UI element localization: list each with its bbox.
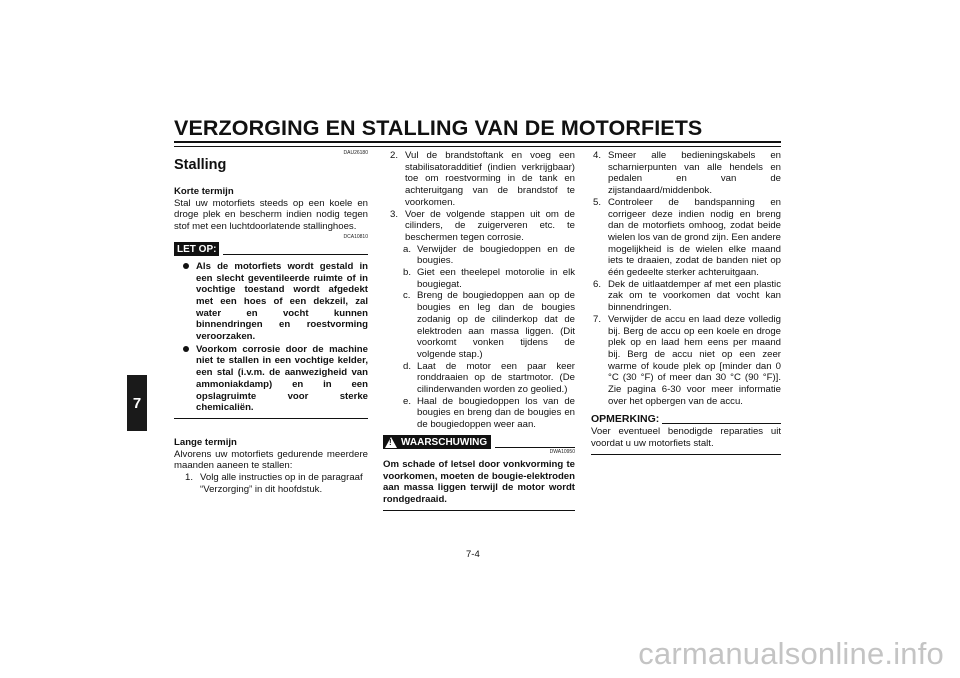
long-term-text: Alvorens uw motorfiets gedurende meerdere maanden aaneen te stallen: — [174, 448, 368, 472]
caution-item — [174, 261, 368, 343]
step-text: Verwijder de accu en laad deze volledig bij. Berg de accu op een koele en droge plek op en laad hem eens per maand bij. Berg de accu niet op een zeer warme of koude plek op [minder dan 0 °C (30 °F) of meer dan 30 °C (90 °F)]. Zie pagina 6-30 voor meer informatie over het opbergen van de accu. — [608, 313, 781, 407]
note-rule — [662, 423, 781, 424]
caution-code: DCA10810 — [343, 233, 368, 240]
substep-text: Laat de motor een paar keer ronddraaien op de startmotor. (De cilinderwanden worden zo geolied.) — [417, 360, 575, 396]
column-2 — [383, 150, 575, 511]
warning-label-text: WAARSCHUWING — [401, 436, 488, 448]
substep-e — [383, 396, 575, 431]
warning-end-rule — [383, 510, 575, 511]
header-rule-thick — [174, 141, 781, 143]
caution-rule — [223, 254, 368, 255]
step-3 — [383, 209, 575, 244]
section-title: Stalling — [174, 157, 227, 173]
substep-letter: d. — [403, 360, 412, 372]
step-5 — [591, 197, 781, 279]
step-text: Controleer de bandspanning en corrigeer deze indien nodig en breng dan de motorfiets omhoog, zodat beide wielen los van de grond zijn. Een andere mogelijkheid is de wielen elke maand iets te draaien, zodat de banden niet op één gedeelte sterker achteruitgaan. — [608, 196, 781, 279]
note-header — [591, 414, 781, 426]
short-term-heading: Korte termijn — [174, 186, 234, 197]
caution-list — [174, 261, 368, 414]
step-4 — [591, 150, 781, 197]
step-text: Volg alle instructies op in de paragraaf “Verzorging” in dit hoofdstuk. — [200, 472, 363, 495]
note-end-rule — [591, 454, 781, 455]
step-2 — [383, 150, 575, 209]
caution-item-text: Voorkom corrosie door de machine niet te stallen in een vochtige kelder, een stal (i.v.m. de aanwezigheid van ammoniakdamp) en in een opslagruimte voor sterke chemicaliën. — [196, 343, 368, 414]
substep-letter: e. — [403, 395, 412, 407]
step-text: Voer de volgende stappen uit om de cilinders, de zuigerveren etc. te beschermen tegen corrosie. — [405, 208, 575, 243]
page-number: 7-4 — [466, 549, 480, 560]
warning-header — [383, 435, 575, 449]
substep-a — [383, 244, 575, 267]
short-term-text: Stal uw motorfiets steeds op een koele en droge plek en bescherm indien nodig tegen stof met een luchtdoorlatende stallinghoes. — [174, 197, 368, 233]
substep-letter: b. — [403, 267, 412, 279]
bullet-icon — [174, 344, 188, 414]
caution-item — [174, 344, 368, 414]
step-number: 5. — [593, 196, 602, 208]
substep-text: Breng de bougiedoppen aan op de bougies en leg dan de bougies zodanig op de cilinderkop dat de elektroden aan massa liggen. (Dit voorkomt vonken tijdens de volgende stap.) — [417, 290, 575, 360]
page-header-title: VERZORGING EN STALLING VAN DE MOTORFIETS — [174, 116, 703, 140]
bullet-icon — [174, 261, 188, 343]
caution-header — [174, 242, 368, 256]
substep-text: Giet een theelepel motorolie in elk bougiegat. — [417, 267, 575, 290]
warning-rule — [495, 447, 575, 448]
chapter-tab: 7 — [127, 375, 147, 431]
substep-letter: a. — [403, 243, 412, 255]
watermark: carmanualsonline.info — [638, 636, 944, 671]
substep-b — [383, 267, 575, 290]
caution-item-text: Als de motorfiets wordt gestald in een slecht geventileerde ruimte of in vochtige toestand wordt afgedekt met een hoes of een dekzeil, zal water en vocht kunnen binnendringen en roestvorming veroorzaken. — [196, 260, 368, 343]
long-term-heading: Lange termijn — [174, 436, 237, 448]
step-text: Vul de brandstoftank en voeg een stabilisatoradditief (indien verkrijgbaar) toe om roestvorming in de tank en achteruitgang van de brandstof te voorkomen. — [405, 150, 575, 208]
step-7 — [591, 314, 781, 408]
substep-text: Verwijder de bougiedoppen en de bougies. — [417, 243, 575, 267]
column-3 — [591, 150, 781, 455]
substep-letter: c. — [403, 290, 411, 302]
step-number: 4. — [593, 150, 602, 161]
step-number: 2. — [390, 150, 399, 161]
section-code: DAU26180 — [343, 150, 368, 156]
step-text: Dek de uitlaatdemper af met een plastic zak om te voorkomen dat vocht kan binnendringen. — [608, 278, 781, 314]
step-1 — [174, 472, 368, 495]
warning-triangle-icon: ! — [385, 437, 397, 448]
step-6 — [591, 279, 781, 314]
warning-label — [383, 435, 491, 449]
warning-text: Om schade of letsel door vonkvorming te voorkomen, moeten de bougie-elektroden aan massa liggen terwijl de motor wordt rondgedraaid. — [383, 458, 575, 505]
note-label: OPMERKING: — [591, 413, 660, 426]
note-text: Voer eventueel benodigde reparaties uit voordat u uw motorfiets stalt. — [591, 426, 781, 449]
step-number: 1. — [185, 472, 194, 484]
substep-c — [383, 290, 575, 360]
step-number: 3. — [390, 208, 399, 220]
substep-text: Haal de bougiedoppen los van de bougies en breng dan de bougies en de bougiedoppen weer aan. — [417, 395, 575, 431]
column-1 — [174, 150, 368, 495]
warning-code: DWA10950 — [549, 448, 575, 455]
step-number: 7. — [593, 313, 602, 325]
step-text: Smeer alle bedieningskabels en scharnierpunten van alle hendels en pedalen en van de zijstandaard/middenbok. — [608, 150, 781, 197]
header-rule-thin — [174, 146, 781, 147]
substep-d — [383, 361, 575, 396]
caution-label: LET OP: — [174, 242, 219, 256]
step-number: 6. — [593, 278, 602, 290]
